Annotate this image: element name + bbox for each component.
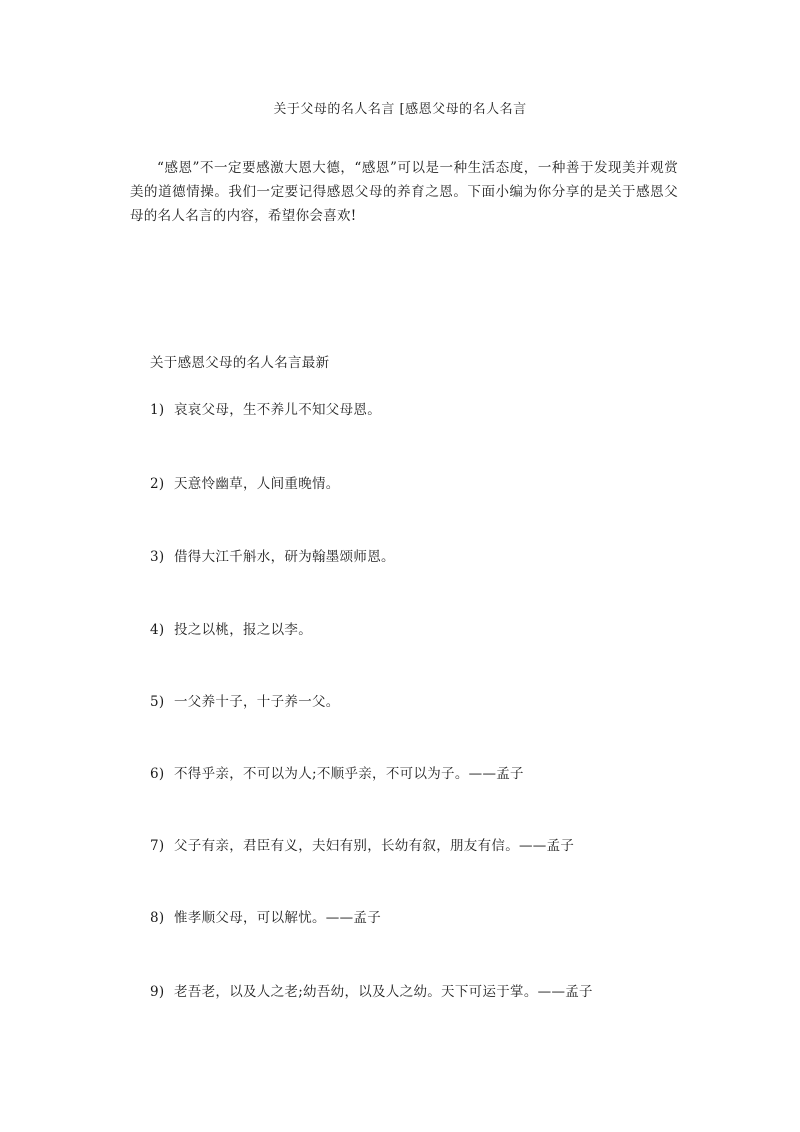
quote-text: 不得乎亲，不可以为人;不顺乎亲，不可以为子。——孟子	[174, 766, 524, 782]
quote-number: 3)	[150, 549, 165, 565]
quote-text: 借得大江千斛水，研为翰墨颂师恩。	[174, 549, 395, 565]
quote-number: 2)	[150, 476, 165, 492]
quote-text: 一父养十子，十子养一父。	[174, 694, 340, 710]
quote-text: 天意怜幽草，人间重晚情。	[174, 476, 340, 492]
quote-number: 6)	[150, 766, 165, 782]
section-heading: 关于感恩父母的名人名言最新	[150, 355, 330, 371]
quote-number: 1)	[150, 402, 165, 418]
quote-item	[150, 692, 340, 712]
quote-item	[150, 400, 381, 420]
intro-paragraph: “感恩”不一定要感激大恩大德，“感恩”可以是一种生活态度，一种善于发现美并观赏美的道德情操。我们一定要记得感恩父母的养育之恩。下面小编为你分享的是关于感恩父母的名人名言的内容，希望你会喜欢!	[130, 160, 678, 224]
quote-text: 老吾老，以及人之老;幼吾幼，以及人之幼。天下可运于掌。——孟子	[174, 984, 593, 1000]
quote-text: 哀哀父母，生不养儿不知父母恩。	[174, 402, 381, 418]
quote-item	[150, 836, 574, 856]
quote-number: 7)	[150, 838, 165, 854]
quote-number: 5)	[150, 694, 165, 710]
quote-item	[150, 620, 312, 640]
quote-item	[150, 764, 524, 784]
quote-number: 4)	[150, 622, 165, 638]
quote-item	[150, 908, 381, 928]
quote-text: 惟孝顺父母，可以解忧。——孟子	[174, 910, 381, 926]
quote-item	[150, 474, 340, 494]
quote-text: 投之以桃，报之以李。	[174, 622, 312, 638]
quote-item	[150, 982, 593, 1002]
quote-text: 父子有亲，君臣有义，夫妇有别，长幼有叙，朋友有信。——孟子	[174, 838, 575, 854]
quote-item	[150, 547, 395, 567]
quote-number: 9)	[150, 984, 165, 1000]
page-title: 关于父母的名人名言 [感恩父母的名人名言	[273, 102, 527, 117]
quote-number: 8)	[150, 910, 165, 926]
